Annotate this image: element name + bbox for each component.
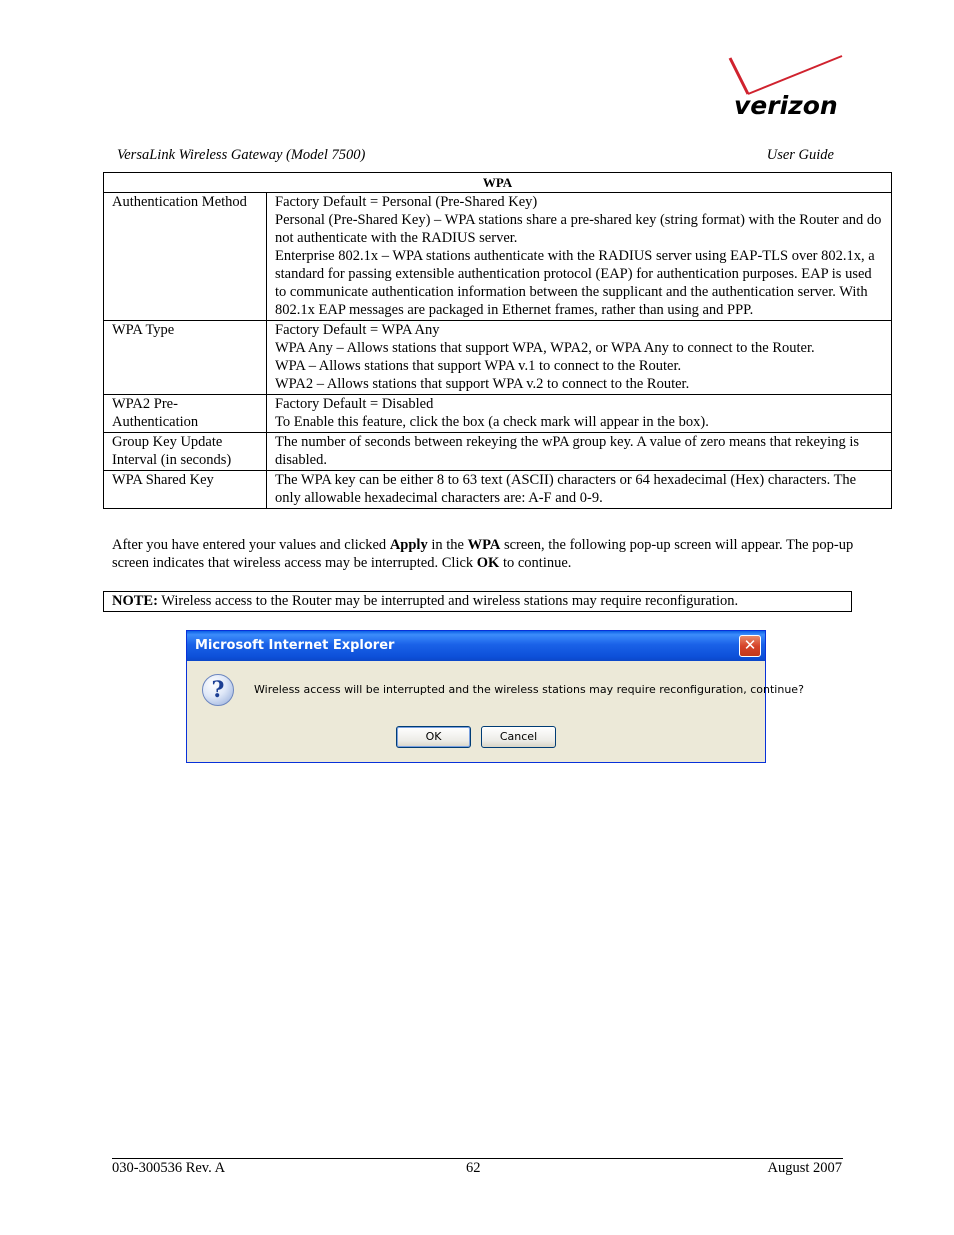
paragraph-text: screen, the following pop-up screen will appear. The pop-up screen indicates that wireless access may be interrupted. Click [112, 537, 854, 571]
setting-name: WPA Type [104, 321, 267, 395]
setting-name: WPA Shared Key [104, 471, 267, 509]
description-line: WPA Any – Allows stations that support WPA, WPA2, or WPA Any to connect to the Router. [275, 340, 815, 356]
document-title: VersaLink Wireless Gateway (Model 7500) [117, 147, 366, 163]
document-type: User Guide [766, 147, 834, 163]
description-line: WPA – Allows stations that support WPA v.1 to connect to the Router. [275, 358, 682, 374]
ok-button[interactable]: OK [396, 726, 471, 748]
table-row [104, 471, 892, 509]
page-number: 62 [466, 1160, 481, 1176]
apply-emphasis: Apply [389, 537, 428, 553]
description-line: Personal (Pre-Shared Key) – WPA stations share a pre-shared key (string format) with the Router and do not authenticate with the RADIUS server. [275, 212, 882, 246]
paragraph-text: After you have entered your values and clicked [112, 537, 390, 553]
table-row [104, 193, 892, 321]
document-number: 030-300536 Rev. A [112, 1160, 226, 1176]
paragraph-text: in the [427, 537, 468, 553]
question-icon: ? [202, 674, 234, 706]
note-text: Wireless access to the Router may be interrupted and wireless stations may require reconfiguration. [157, 593, 739, 609]
wpa-settings-table [103, 172, 892, 509]
document-date: August 2007 [767, 1160, 842, 1176]
description-line: Factory Default = Personal (Pre-Shared Key) [275, 194, 538, 210]
dialog-message: Wireless access will be interrupted and the wireless stations may require reconfiguration, continue? [254, 683, 804, 696]
setting-name: Authentication Method [104, 193, 267, 321]
note-box [103, 591, 852, 612]
setting-name: WPA2 Pre-Authentication [104, 395, 267, 433]
dialog-titlebar[interactable] [187, 631, 765, 661]
verizon-logo [726, 52, 846, 124]
table-row [104, 433, 892, 471]
logo-wordmark: verizon [734, 91, 838, 120]
table-title: WPA [104, 173, 892, 193]
instruction-paragraph [112, 536, 872, 572]
setting-description [267, 395, 892, 433]
table-row [104, 395, 892, 433]
note-label: NOTE: [112, 593, 158, 609]
setting-name: Group Key Update Interval (in seconds) [104, 433, 267, 471]
description-line: Enterprise 802.1x – WPA stations authenticate with the RADIUS server using EAP-TLS over 802.1x, a standard for passing extensible authentication protocol (EAP) for authentication purposes. EAP is used to communicate authentication information between the supplicant and the authentication server. With 802.1x EAP messages are packaged in Ethernet frames, rather than using and PPP. [275, 248, 875, 318]
setting-description [267, 193, 892, 321]
setting-description [267, 433, 892, 471]
description-line: The number of seconds between rekeying the wPA group key. A value of zero means that rekeying is disabled. [275, 434, 860, 468]
wpa-emphasis: WPA [467, 537, 501, 553]
description-line: WPA2 – Allows stations that support WPA v.2 to connect to the Router. [275, 376, 690, 392]
confirm-dialog [186, 630, 804, 763]
table-row [104, 321, 892, 395]
cancel-button[interactable]: Cancel [481, 726, 556, 748]
dialog-title: Microsoft Internet Explorer [195, 638, 395, 653]
setting-description [267, 471, 892, 509]
ok-emphasis: OK [476, 555, 500, 571]
paragraph-text: to continue. [499, 555, 572, 571]
footer-divider [112, 1158, 843, 1159]
description-line: The WPA key can be either 8 to 63 text (ASCII) characters or 64 hexadecimal (Hex) characters. The only allowable hexadecimal characters are: A-F and 0-9. [275, 472, 857, 506]
setting-description [267, 321, 892, 395]
close-icon[interactable]: ✕ [739, 635, 761, 657]
description-line: Factory Default = WPA Any [275, 322, 440, 338]
description-line: To Enable this feature, click the box (a check mark will appear in the box). [275, 414, 709, 430]
description-line: Factory Default = Disabled [275, 396, 434, 412]
